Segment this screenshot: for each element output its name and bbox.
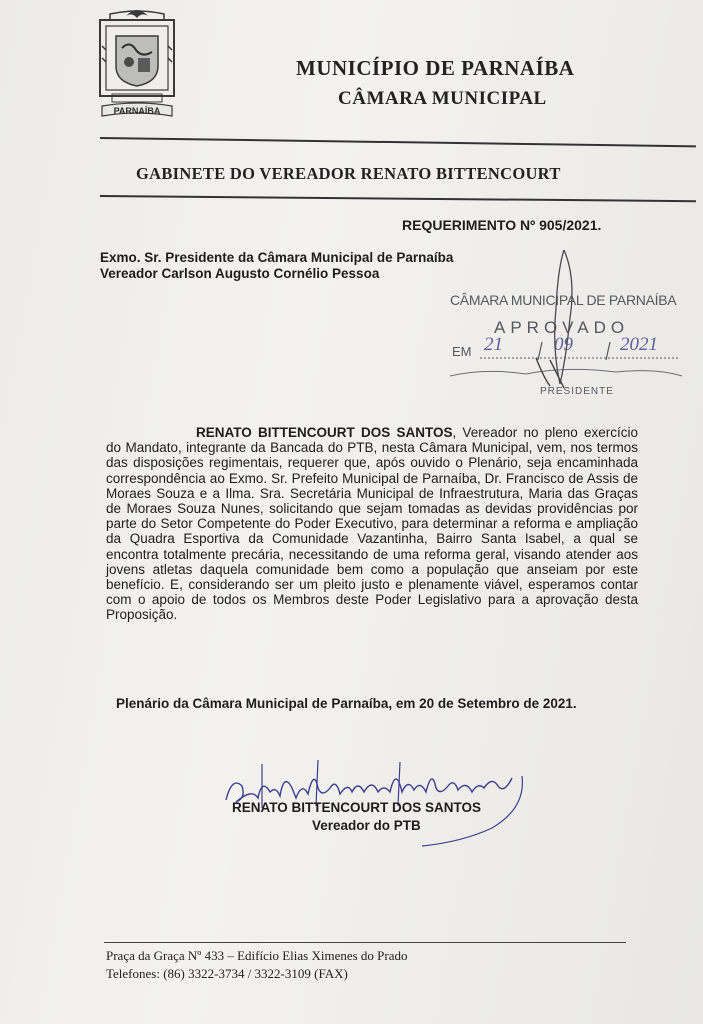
crest-scroll-text: PARNAÍBA — [113, 106, 161, 116]
stamp-title: CÂMARA MUNICIPAL DE PARNAÍBA — [450, 292, 677, 308]
request-body — [106, 425, 638, 623]
footer-phones: Telefones: (86) 3322-3734 / 3322-3109 (FAX) — [106, 966, 348, 981]
municipal-crest-logo — [96, 6, 178, 128]
office-heading: GABINETE DO VEREADOR RENATO BITTENCOURT — [136, 164, 561, 183]
stamp-month: 09 — [554, 334, 573, 355]
stamp-day: 21 — [484, 334, 503, 355]
stamp-status: APROVADO — [494, 318, 630, 337]
header-divider-top — [100, 137, 696, 147]
body-text: , Vereador no pleno exercício do Mandato, integrante da Bancada do PTB, nesta Câmara Municipal, vem, nos termos das disposições regimentais, requerer que, após ouvido o Plenário, seja encaminhada correspondência ao Exmo. Sr. Prefeito Municipal de Parnaíba, Dr. Francisco de Assis de Moraes Souza e a Ilma. Sra. Secretária Municipal de Infraestrutura, Maria das Graças de Moraes Souza Nunes, solicitando que sejam tomadas as devidas providências por parte do Setor Competente do Poder Executivo, para determinar a reforma e ampliação da Quadra Esportiva da Comunidade Vazantinha, Bairro Santa Isabel, a qual se encontra totalmente precária, necessitando de uma reforma geral, visando atender aos jovens atletas daquela comunidade bem como a população que anseiam por este benefício. E, considerando ser um pleito justo e plenamente viável, esperamos contar com o apoio de todos os Membros deste Poder Legislativo para a aprovação desta Proposição. — [106, 425, 638, 623]
header-divider-bottom — [100, 195, 696, 202]
stamp-signature-loop — [542, 248, 582, 388]
approval-stamp — [446, 288, 684, 404]
municipality-heading: MUNICÍPIO DE PARNAÍBA — [296, 56, 575, 80]
stamp-role: PRESIDENTE — [540, 386, 614, 397]
closing-line: Plenário da Câmara Municipal de Parnaíba, em 20 de Setembro de 2021. — [116, 696, 577, 711]
request-number: REQUERIMENTO Nº 905/2021. — [402, 217, 602, 233]
footer-address: Praça da Graça Nº 433 – Edifício Elias Ximenes do Prado — [106, 948, 408, 963]
body-author: RENATO BITTENCOURT DOS SANTOS — [196, 425, 453, 440]
signatory-name: RENATO BITTENCOURT DOS SANTOS — [232, 800, 482, 815]
footer-divider — [104, 942, 626, 943]
addressee-line-2: Vereador Carlson Augusto Cornélio Pessoa — [100, 266, 380, 281]
chamber-heading: CÂMARA MUNICIPAL — [338, 88, 547, 109]
signatory-role: Vereador do PTB — [312, 818, 421, 833]
stamp-year: 2021 — [620, 334, 658, 355]
addressee-line-1: Exmo. Sr. Presidente da Câmara Municipal de Parnaíba — [100, 250, 454, 265]
stamp-em-label: EM — [452, 344, 472, 359]
